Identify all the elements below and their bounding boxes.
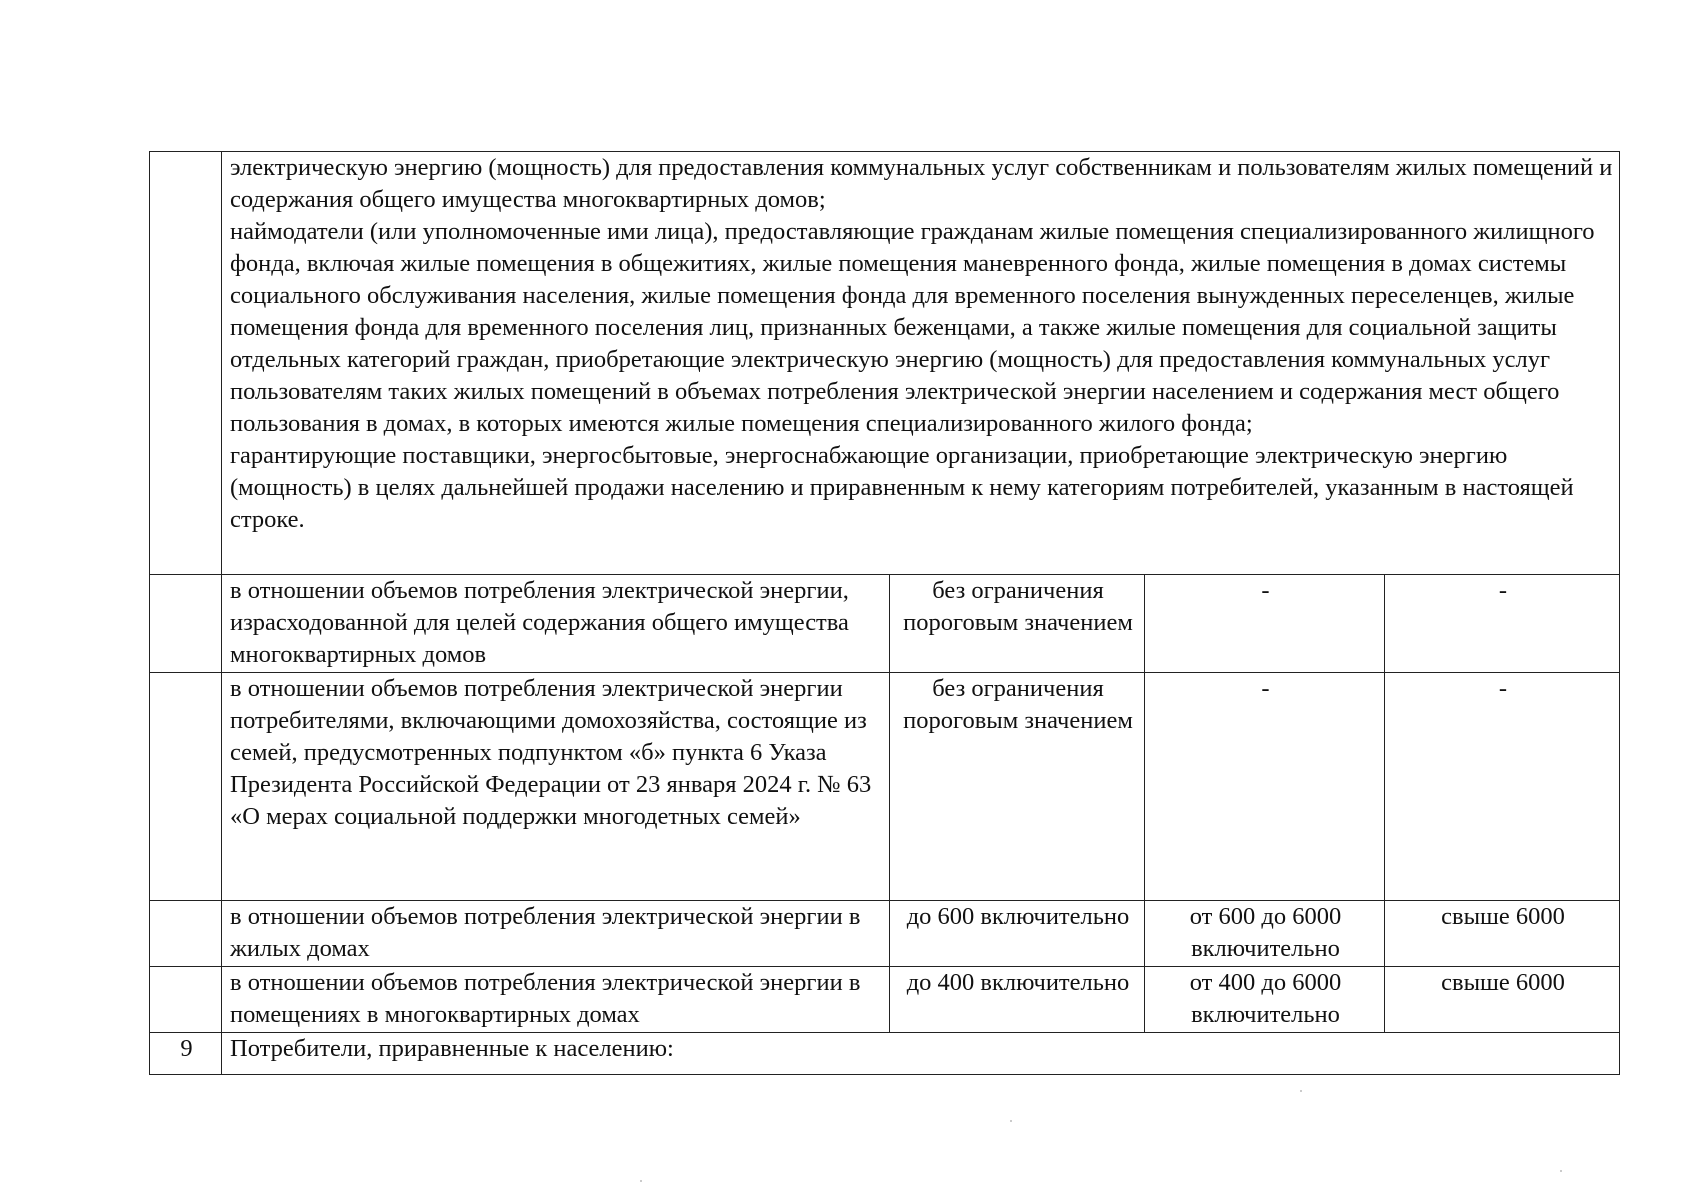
- row-number-cell: [150, 152, 222, 575]
- row-number-cell: [150, 901, 222, 967]
- table-row: [150, 152, 1620, 575]
- table-row: [150, 901, 1620, 967]
- range-cell: свыше 6000: [1385, 967, 1620, 1033]
- table-row: [150, 1033, 1620, 1075]
- scan-speck: [1010, 1120, 1012, 1122]
- range-cell: без ограничения пороговым значением: [890, 575, 1145, 673]
- table-row: [150, 967, 1620, 1033]
- description-cell: в отношении объемов потребления электрической энергии в помещениях в многоквартирных домах: [222, 967, 890, 1033]
- description-cell: в отношении объемов потребления электрической энергии потребителями, включающими домохозяйства, состоящие из семей, предусмотренных подпунктом «б» пункта 6 Указа Президента Российской Федерации от 23 января 2024 г. № 63 «О мерах социальной поддержки многодетных семей»: [222, 673, 890, 901]
- scan-speck: [640, 1180, 642, 1182]
- intro-paragraph: электрическую энергию (мощность) для предоставления коммунальных услуг собственникам и пользователям жилых помещений и содержания общего имущества многоквартирных домов;: [230, 154, 1613, 213]
- range-cell: от 600 до 6000 включительно: [1145, 901, 1385, 967]
- range-cell: -: [1145, 673, 1385, 901]
- range-cell: от 400 до 6000 включительно: [1145, 967, 1385, 1033]
- table-row: [150, 575, 1620, 673]
- intro-paragraph: наймодатели (или уполномоченные ими лица), предоставляющие гражданам жилые помещения специализированного жилищного фонда, включая жилые помещения в общежитиях, жилые помещения маневренного фонда, жилые помещения в домах системы социального обслуживания населения, жилые помещения фонда для временного поселения вынужденных переселенцев, жилые помещения фонда для временного поселения лиц, признанных беженцами, а также жилые помещения для социальной защиты отдельных категорий граждан, приобретающие электрическую энергию (мощность) для предоставления коммунальных услуг пользователям таких жилых помещений в объемах потребления электрической энергии населением и содержания мест общего пользования в домах, в которых имеются жилые помещения специализированного жилого фонда;: [230, 218, 1595, 437]
- row-number-cell: 9: [150, 1033, 222, 1075]
- tariff-table: [149, 151, 1620, 1075]
- scan-speck: [1560, 1170, 1562, 1172]
- row-number-cell: [150, 673, 222, 901]
- table-row: [150, 673, 1620, 901]
- range-cell: -: [1385, 575, 1620, 673]
- range-cell: до 600 включительно: [890, 901, 1145, 967]
- range-cell: до 400 включительно: [890, 967, 1145, 1033]
- intro-cell: [222, 152, 1620, 575]
- section-title-cell: Потребители, приравненные к населению:: [222, 1033, 1620, 1075]
- range-cell: -: [1385, 673, 1620, 901]
- row-number-cell: [150, 575, 222, 673]
- intro-paragraph: гарантирующие поставщики, энергосбытовые, энергоснабжающие организации, приобретающие электрическую энергию (мощность) в целях дальнейшей продажи населению и приравненным к нему категориям потребителей, указанным в настоящей строке.: [230, 442, 1574, 533]
- scan-speck: [1300, 1090, 1302, 1092]
- description-cell: в отношении объемов потребления электрической энергии, израсходованной для целей содержания общего имущества многоквартирных домов: [222, 575, 890, 673]
- description-cell: в отношении объемов потребления электрической энергии в жилых домах: [222, 901, 890, 967]
- row-number-cell: [150, 967, 222, 1033]
- range-cell: -: [1145, 575, 1385, 673]
- range-cell: без ограничения пороговым значением: [890, 673, 1145, 901]
- range-cell: свыше 6000: [1385, 901, 1620, 967]
